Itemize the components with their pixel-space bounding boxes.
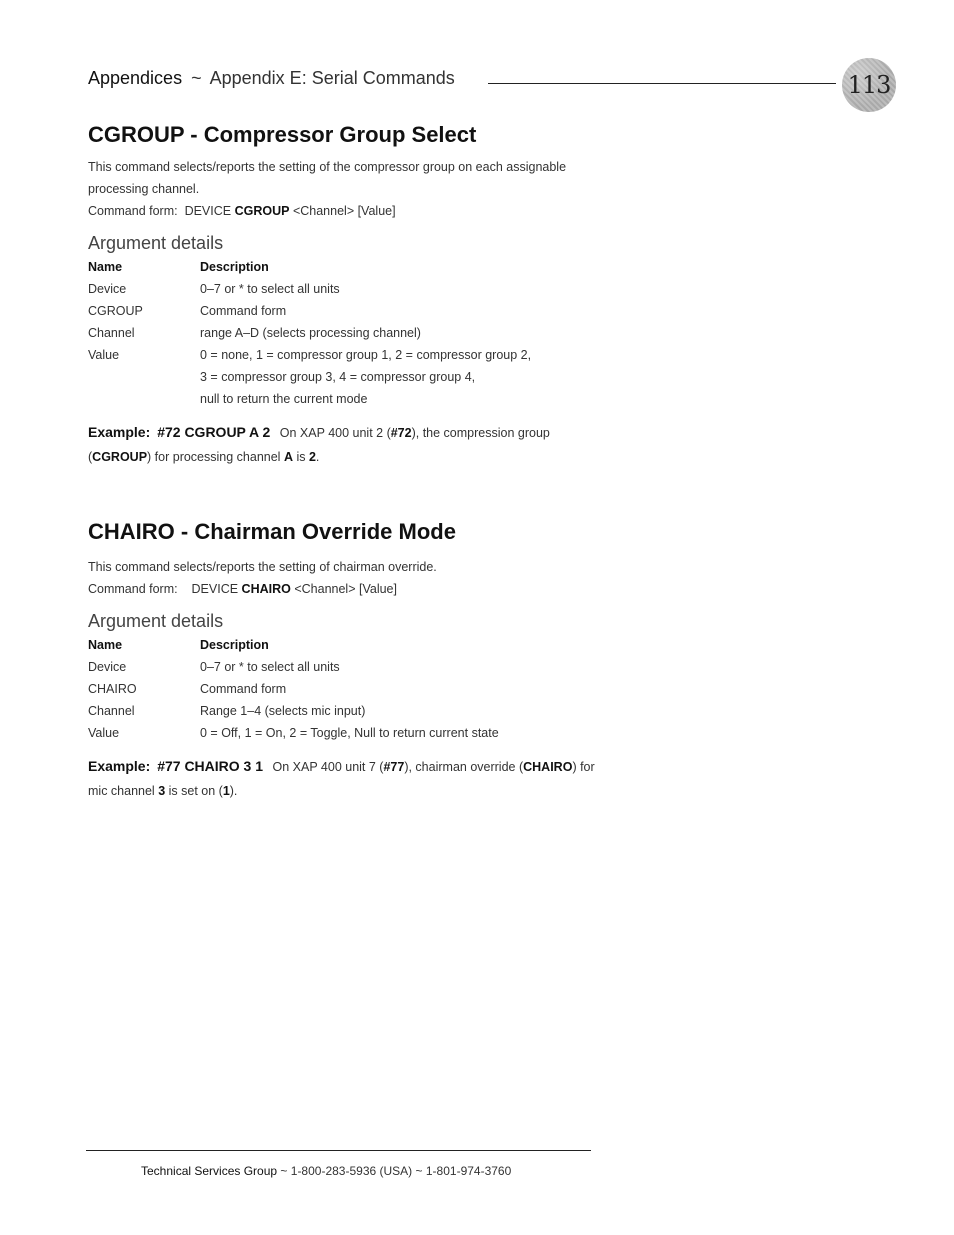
arg-description-line: 0–7 or * to select all units [200, 282, 340, 296]
command-name: CGROUP [234, 204, 290, 218]
arg-name: Value [88, 348, 120, 362]
arg-name: Device [88, 660, 127, 674]
table-row [88, 656, 499, 678]
footer-org: Technical Services Group [141, 1164, 278, 1178]
arg-name: Channel [88, 326, 135, 340]
header-rule [488, 83, 836, 84]
column-header-description: Description [200, 260, 269, 274]
footer-phone-intl: 1-801-974-3760 [425, 1164, 512, 1178]
arg-description-line: Command form [200, 682, 287, 696]
cgroup-argument-table [88, 256, 531, 410]
arg-description [200, 700, 499, 722]
table-row [88, 700, 499, 722]
cgroup-section [88, 122, 598, 469]
example-label: Example: [88, 758, 151, 774]
arg-description-line: range A–D (selects processing channel) [200, 326, 421, 340]
page-number: 113 [847, 71, 891, 99]
running-header [88, 68, 455, 89]
command-args: <Channel> [Value] [294, 582, 397, 596]
example-bold: #72 [390, 426, 412, 440]
example-bold: CGROUP [92, 450, 148, 464]
chairo-command-form [88, 578, 598, 600]
example-bold: 3 [158, 784, 166, 798]
example-text: ), chairman override ( [404, 760, 524, 774]
header-section: Appendices [88, 68, 183, 88]
arg-name: CGROUP [88, 304, 143, 318]
example-text: is set on ( [165, 784, 223, 798]
chairo-argument-table [88, 634, 499, 744]
chairo-description: This command selects/reports the setting of chairman override. [88, 560, 437, 574]
header-subsection: Appendix E: Serial Commands [209, 68, 455, 88]
arg-description [200, 300, 531, 322]
example-text: On XAP 400 unit 2 ( [279, 426, 391, 440]
example-bold: CHAIRO [523, 760, 573, 774]
cgroup-title: CGROUP - Compressor Group Select [88, 122, 477, 147]
chairo-example [88, 754, 598, 803]
table-row [88, 300, 531, 322]
page-number-badge [842, 58, 896, 112]
example-bold: A [283, 450, 293, 464]
arg-description-line: 0–7 or * to select all units [200, 660, 340, 674]
example-text: ) for mic channel [88, 760, 595, 798]
example-text: ) for processing channel [147, 450, 284, 464]
arg-description [200, 678, 499, 700]
example-bold: #77 [383, 760, 405, 774]
example-text: ), the compression group ( [88, 426, 550, 464]
table-row [88, 322, 531, 344]
arg-name: Value [88, 726, 120, 740]
example-bold: 2 [308, 450, 316, 464]
column-header-name: Name [88, 638, 123, 652]
command-prefix: DEVICE [184, 204, 232, 218]
footer-phone-usa: 1-800-283-5936 (USA) [290, 1164, 413, 1178]
arg-description-line: 0 = none, 1 = compressor group 1, 2 = compressor group 2, [200, 348, 532, 362]
table-row [88, 722, 499, 744]
column-header-name: Name [88, 260, 123, 274]
arg-description [200, 322, 531, 344]
arg-name: Channel [88, 704, 135, 718]
table-row [88, 344, 531, 410]
table-header-row [88, 634, 499, 656]
example-text: ). [229, 784, 238, 798]
column-header-description: Description [200, 638, 269, 652]
chairo-title: CHAIRO - Chairman Override Mode [88, 519, 456, 544]
example-text: On XAP 400 unit 7 ( [272, 760, 384, 774]
example-text: . [315, 450, 320, 464]
table-row [88, 278, 531, 300]
arg-description-line: null to return the current mode [200, 392, 368, 406]
command-prefix: DEVICE [191, 582, 239, 596]
command-name: CHAIRO [241, 582, 291, 596]
example-label: Example: [88, 424, 151, 440]
footer-separator: ~ [415, 1164, 423, 1178]
arg-description-line: 3 = compressor group 3, 4 = compressor group 4, [200, 370, 476, 384]
header-separator: ~ [191, 68, 202, 88]
table-row [88, 678, 499, 700]
footer [141, 1164, 511, 1178]
cgroup-description: This command selects/reports the setting of the compressor group on each assignable processing channel. [88, 160, 567, 196]
arg-description [200, 722, 499, 744]
example-command: #77 CHAIRO 3 1 [157, 758, 264, 774]
example-text: is [292, 450, 309, 464]
command-args: <Channel> [Value] [292, 204, 396, 218]
arg-name: CHAIRO [88, 682, 137, 696]
chairo-section [88, 519, 598, 803]
footer-rule [86, 1150, 591, 1151]
command-form-label: Command form: [88, 582, 178, 596]
example-bold: 1 [222, 784, 230, 798]
footer-separator: ~ [280, 1164, 288, 1178]
example-command: #72 CGROUP A 2 [157, 424, 271, 440]
arg-description [200, 344, 531, 410]
arg-name: Device [88, 282, 127, 296]
arg-description-line: Command form [200, 304, 287, 318]
cgroup-command-form [88, 200, 598, 222]
chairo-argument-heading: Argument details [88, 611, 224, 631]
cgroup-example [88, 420, 598, 469]
arg-description [200, 278, 531, 300]
arg-description [200, 656, 499, 678]
arg-description-line: Range 1–4 (selects mic input) [200, 704, 366, 718]
cgroup-argument-heading: Argument details [88, 233, 224, 253]
arg-description-line: 0 = Off, 1 = On, 2 = Toggle, Null to return current state [200, 726, 499, 740]
table-header-row [88, 256, 531, 278]
command-form-label: Command form: [88, 204, 178, 218]
